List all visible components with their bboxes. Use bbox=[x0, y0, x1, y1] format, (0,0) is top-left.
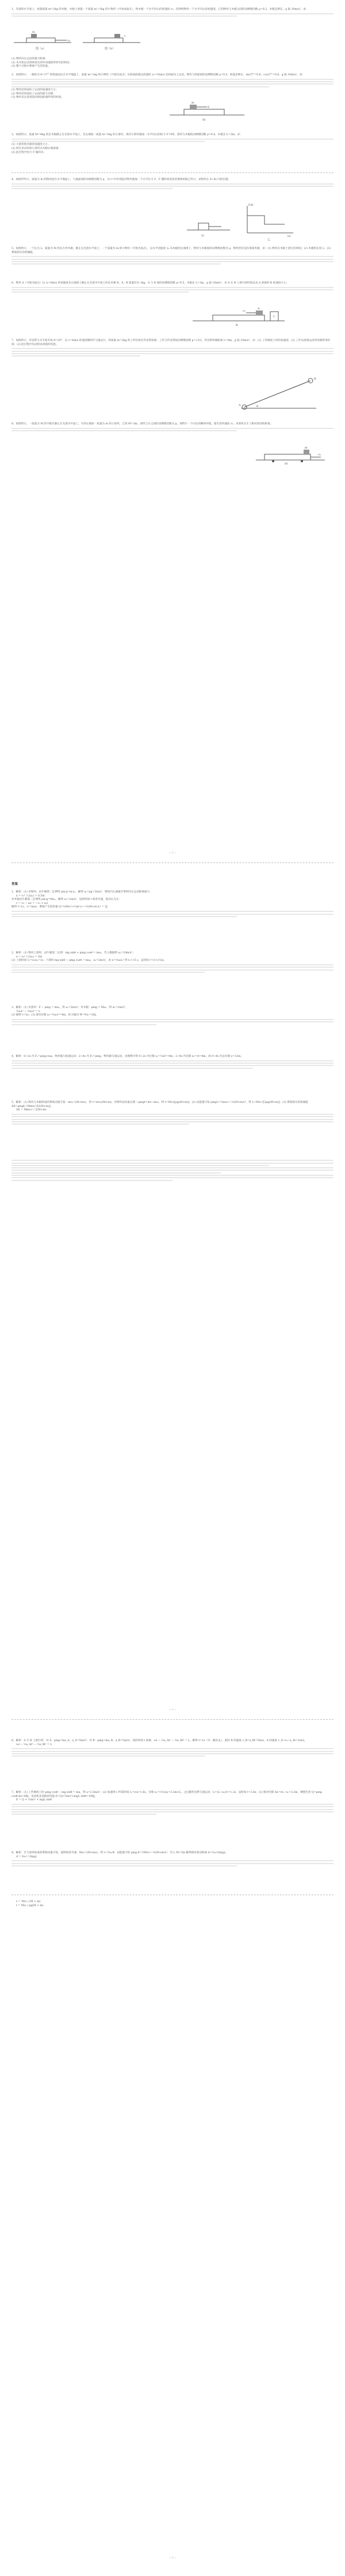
page-2 bbox=[0, 871, 345, 1728]
a2-formula: x = v₀² / (2a₁) = 5m bbox=[16, 955, 43, 959]
q2-part-1: (1) 物块沿斜面向上运动的加速度大小； bbox=[12, 89, 59, 92]
a8-formula: d = 3v₀² / (8μg) bbox=[16, 1855, 37, 1858]
a1-result: 解得 t=1s，v=1m/s，系统产生的热量 Q=½Mv₀²+½m′v₁²−½(M+m′)v² = 3J bbox=[12, 906, 108, 909]
page-3 bbox=[0, 1728, 345, 2576]
page-break bbox=[12, 862, 334, 863]
a1-mid: 对木板由牛顿第二定律得 μm′g=Ma₂，解得 a₂=1m/s²，设经时间 t 两者共速，取向右为正： bbox=[12, 898, 122, 902]
a3-formula: ½a₁t² − ½a₂t² = L bbox=[16, 1010, 41, 1013]
q1-fig-v-label: v bbox=[124, 34, 126, 38]
q6-figure bbox=[190, 299, 288, 328]
question-4 bbox=[12, 178, 334, 191]
closing-formula-1: v = Mv₀ / (M + m) bbox=[16, 1900, 41, 1903]
q2-text: 2、如图所示，一倾角为 θ=37° 的斜面固定在水平地面上，质量 m=1kg 的小物块（可视为质点）从斜面底端以初速度 v₀=10m/s 沿斜面向上运动，物块与斜面间的动摩擦因数 μ=0.5，斜面足够长，sin37°=0.6，cos37°=0.8，g 取 10m/s²。求： bbox=[12, 74, 305, 76]
question-1 bbox=[12, 8, 334, 18]
q6-fig-c: C bbox=[273, 315, 275, 319]
q6-fig-b: B bbox=[236, 324, 238, 327]
q1-fig-a-caption: 图（a） bbox=[36, 47, 46, 51]
q3-figure bbox=[167, 92, 247, 126]
question-5 bbox=[12, 247, 334, 266]
a2-cont: (3) 上滑时间 t₁=v₀/a₁=1s；下滑时 mg sinθ − μmg cosθ = ma₂，a₂=2m/s²，由 x=½a₂t₂² 得 t₂=√5 s，总时间 t=(1+√5)s。 bbox=[12, 959, 166, 963]
q1-part-3: (3) 整个过程中系统产生的热量。 bbox=[12, 65, 51, 68]
answer-2 bbox=[12, 952, 334, 974]
a1-formula-2: v = v₀ − a₂t = −v₁ + a₁t bbox=[16, 902, 48, 905]
a1-intro: 1、解析：(1) 对物块，由牛顿第二定律得 μm′g=m′a₁，解得 a₁=μg=2m/s²，物块向左减速至零时向左运动距离最大： bbox=[12, 891, 152, 894]
q2-part-2: (2) 物块沿斜面向上运动的最大位移； bbox=[12, 92, 56, 95]
q8-fig-v0: v₀ bbox=[318, 453, 321, 457]
q5-text: 5、如图所示，一个长为 L、质量为 M 的长方形木板，静止在光滑水平面上，一个质量为 m 的小物块（可视为质点），以水平初速度 v₀ 从木板的左端滑上，物块与木板间的动摩擦因数为 μ，物块恰好没有滑离木板。求：(1) 物块在木板上滑行的时间；(2) 木板的长度 L；(3) 系统损失的机械能。 bbox=[12, 247, 331, 254]
a6-formula: v₀t − ½a_At² − ½a_Bt² = L bbox=[16, 1743, 52, 1746]
q6-fig-a: A bbox=[258, 307, 260, 310]
answers-title: 答案 bbox=[12, 883, 18, 886]
q8-text: 8、如图所示，一质量为 M 的平板车静止在光滑水平面上，车的右端放一质量为 m 的小滑块，已知 M=3m，滑块与车之间的动摩擦因数为 μ。现给车一个向右的瞬时冲量，使车获得速度 v₀，求滑块在车上相对滑动的距离。 bbox=[12, 423, 273, 425]
q1-filler-lines bbox=[12, 471, 334, 476]
q3-fig-f-label: F bbox=[208, 106, 210, 109]
answer-1 bbox=[12, 891, 334, 918]
q3-part-3: (3) 此过程中恒力 F 做的功。 bbox=[12, 151, 47, 154]
question-8 bbox=[12, 423, 334, 432]
q4-fig-t-axis: t/s bbox=[288, 235, 291, 238]
q1-figure bbox=[14, 25, 146, 54]
q3-text: 3、如图所示，质量 M=4kg 的长木板静止在光滑水平面上，其左端放一质量 m=1kg 的小滑块，现对小滑块施加一水平向右的恒力 F=6N，滑块与木板间动摩擦因数 μ=0.4，木板长 L=2m，求： bbox=[12, 133, 243, 136]
q8-fig-M: M bbox=[285, 462, 288, 466]
q1-part-1: (1) 物块向左运动的最大距离； bbox=[12, 57, 48, 60]
q4-fig-yi: 乙 bbox=[267, 238, 271, 241]
question-3 bbox=[12, 133, 334, 155]
a1-formula-1: x = v₁² / (2a₁) = 0.5m bbox=[16, 894, 45, 898]
a5-formula: ΔE = Mmv₀² / 2(M+m) bbox=[16, 1109, 47, 1112]
q4-figure bbox=[184, 201, 299, 241]
q2-part-3: (3) 物块从出发到返回斜面底端所用的时间。 bbox=[12, 96, 64, 99]
q3-fig-m-label: m bbox=[191, 101, 194, 105]
answer-4 bbox=[12, 1055, 334, 1070]
q1-fig-b-caption: 图（b） bbox=[105, 47, 116, 51]
a3-result: (2) 解得 t=2s；(3) 滑块位移 x₁=½a₁t²=4m，恒力做功 W=Fx₁=24J。 bbox=[12, 1014, 98, 1017]
q1-parts bbox=[12, 57, 334, 69]
divider bbox=[12, 172, 334, 173]
q1-part-2: (2) 从开始运动到两者达到共同速度所经历的时间； bbox=[12, 61, 72, 64]
page-number: — 1 — bbox=[168, 851, 177, 854]
answers-header bbox=[12, 883, 334, 887]
answer-3 bbox=[12, 1006, 334, 1026]
page-number: — 2 — bbox=[168, 1708, 177, 1711]
q6-fig-v0: v₀ bbox=[243, 309, 246, 313]
q7-text: 7、如图所示，传送带与水平面夹角 θ=30°，以 v=4m/s 的速度顺时针匀速运行，将质量 m=2kg 的工件轻放在传送带底端，工件与传送带间动摩擦因数 μ=√3/2，传送带两端距离 L=8m，g 取 10m/s²，求：(1) 工件刚放上时的加速度；(2) 工件从底端运动到顶端所用时间；(3) 此过程中电动机多消耗的电能。 bbox=[12, 339, 331, 346]
q6-text: 6、物块 A（可视为质点）以 v₀=6m/s 的初速度从右端滑上静止在光滑水平面上的长木板 B，A、B 质量均为 1kg，A 与 B 间的动摩擦因数 μ=0.5，木板长 L=3m，g 取 10m/s²，求 A 在 B 上滑行的时间以及 A 滑离时 B 的速度大小。 bbox=[12, 282, 289, 285]
q8-fig-m: m bbox=[305, 446, 308, 450]
q3-fig-M-label: M bbox=[202, 118, 206, 122]
a2-intro: 2、解析：(1) 物块上滑时，由牛顿第二定律：mg sinθ + μmg cosθ = ma₁，代入数据得 a₁=10m/s²； bbox=[12, 952, 135, 954]
a5-text: 5、解析：(1) 物块与木板组成的系统动量守恒：mv₀=(M+m)v，得 v=mv₀/(M+m)；对物块由动量定理 −μmgt=mv−mv₀，得 t=Mv₀/[μg(M+m)]；(2) 由能量守恒 μmgL=½mv₀²−½(M+m)v²，得 L=Mv₀²/[2μg(M+m)]；(3) 系统损失的机械能 ΔE=μmgL=Mmv₀²/[2(M+m)]。 bbox=[12, 1101, 308, 1108]
q7-fig-theta: θ bbox=[256, 405, 259, 408]
q7-figure bbox=[236, 374, 322, 414]
answer-5 bbox=[12, 1101, 334, 1126]
a6-text: 6、解析：A 在 B 上滑行时，对 A：μmg=ma_A，a_A=5m/s²；对 B：μmg=ma_B，a_B=5m/s²。设经时间 t 滑离：v₀t − ½a_At² − ½a_Bt² = L，解得 t=1s（另一解舍去），此时 B 的速度 v_B=a_Bt=5m/s，A 的速度 v_A=v₀−a_At=1m/s。 bbox=[12, 1739, 307, 1742]
answer-8 bbox=[12, 1851, 334, 1868]
q4-text: 4、如图甲所示，质量为 m 的物块放在水平地面上，与地面间的动摩擦因数为 μ，从 t=0 时刻起对物块施加一个水平拉力 F，F 随时间变化的规律如图乙所示，求物块在 0~4s 内的位移。 bbox=[12, 178, 231, 181]
a7-formula: E = Q + ½mv² + mgL sinθ bbox=[16, 1799, 52, 1802]
a8-text: 8、解析：车与滑块组成的系统动量守恒，最终两者共速：Mv₀=(M+m)v，得 v=3v₀/4；由能量守恒 μmg·d=½Mv₀²−½(M+m)v²，代入 M=3m 解得相对滑动距离 d=3v₀²/(8μg)。 bbox=[12, 1851, 228, 1854]
page-1 bbox=[0, 0, 345, 871]
question-6 bbox=[12, 282, 334, 294]
page-number: — 3 — bbox=[168, 2556, 177, 2559]
closing-formula-2: t = Mv₀ / μg(M + m) bbox=[16, 1904, 44, 1907]
closing-formulas bbox=[12, 1900, 334, 1908]
page-break bbox=[12, 1719, 334, 1720]
q4-fig-f-axis: F/N bbox=[248, 204, 254, 207]
q1-fig-v0-label: v₀ bbox=[67, 39, 70, 43]
q1-fig-m-label: m bbox=[32, 30, 35, 34]
q3-part-2: (2) 经过多长时间小滑块从木板右端滑离； bbox=[12, 147, 62, 151]
a4-text: 4、解析：0~2s 内 F₁=μmg+ma，物块做匀加速运动；2~4s 内 F₂=μmg，物块做匀速运动。由图像可得 0~2s 内位移 x₁=½at²=4m，2~4s 内位移 x₂=vt=8m，故 0~4s 内总位移 x=12m。 bbox=[12, 1055, 243, 1058]
q4-fig-jia: 甲 bbox=[201, 235, 205, 238]
a3-intro: 3、解析：(1) 对滑块：F − μmg = ma₁，得 a₁=2m/s²；对木板：μmg = Ma₂，得 a₂=1m/s²； bbox=[12, 1006, 128, 1009]
q7-fig-a: A bbox=[239, 404, 241, 407]
q3-part-1: (1) 小滑块和木板的加速度大小； bbox=[12, 143, 51, 147]
a7-text: 7、解析：(1) 工件刚放上时 μmg cosθ − mg sinθ = ma，得 a=2.5m/s²；(2) 加速到 v 所需时间 t₁=v/a=1.6s，位移 x₁=v²/(2a)=3.2m<L，之后随传送带匀速运动，t₂=(L−x₁)/v=1.2s，总时间 t=2.8s；(3) 相对位移 Δx=vt₁−x₁=3.2m，摩擦生热 Q=μmg cosθ·Δx=48J，电动机多消耗的电能 E=Q+½mv²+mgL sinθ=144J。 bbox=[12, 1791, 322, 1798]
q1-intro: 1、光滑的水平面上，放置质量 m=2kg 的木板，木板上放置一个质量 m′=1kg 的小物块（可看成质点），给木板一个水平向右的初速度 v₀，同时给物块一个水平向左的初速度，已知物块与木板之间的动摩擦因数 μ=0.2，木板足够长，g 取 10m/s²。求： bbox=[12, 8, 309, 11]
q8-figure bbox=[253, 437, 328, 466]
question-7 bbox=[12, 339, 334, 358]
q7-fig-b: B bbox=[314, 377, 316, 381]
answer-6 bbox=[12, 1739, 334, 1758]
answer-continuation-lines bbox=[12, 1159, 334, 1182]
answer-7 bbox=[12, 1791, 334, 1816]
